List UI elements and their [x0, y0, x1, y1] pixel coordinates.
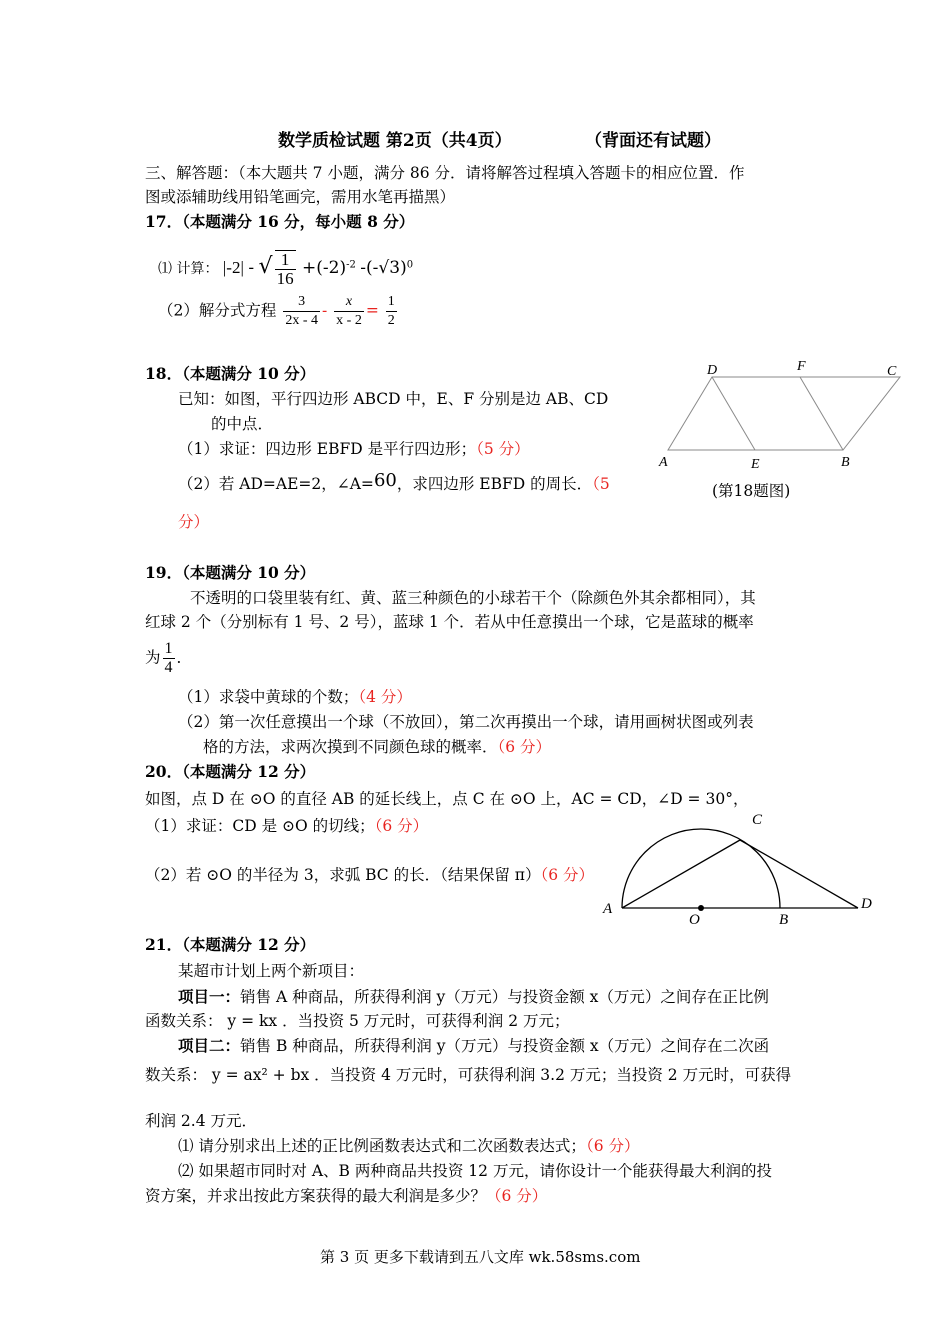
q19-line1: 不透明的口袋里装有红、黄、蓝三种颜色的小球若干个（除颜色外其余都相同），其: [190, 589, 756, 607]
q17-fraction3: $\frac{1}{2}$: [387, 294, 395, 328]
parallelogram-abcd: [668, 377, 900, 450]
q17-heading: 17．（本题满分 16 分，每小题 8 分）: [145, 212, 415, 231]
segment-cd: [740, 840, 858, 908]
label-c: C: [752, 812, 763, 828]
q21-project1: 项目一：销售 A 种商品，所获得利润 y（万元）与投资金额 x（万元）之间存在正比例: [178, 987, 769, 1006]
q17-part1-label: ⑴ 计算：: [158, 261, 219, 277]
section-intro-line1: 三、解答题：（本大题共 7 小题，满分 86 分．请将解答过程填入答题卡的相应位置．作: [145, 164, 745, 182]
q20-line1: 如图，点 D 在 ⊙O 的直径 AB 的延长线上，点 C 在 ⊙O 上，AC = CD，∠D = 30°，: [145, 790, 749, 808]
q17-part2: （2）解分式方程 $\frac{3}{2x - 4}$ - $\frac{x}{x - 2}$ = $\frac{1}{2}$: [158, 294, 395, 328]
q18-line2: 的中点．: [211, 415, 274, 433]
center-point-o: [698, 905, 704, 911]
segment-de: [712, 377, 755, 450]
page-note: （背面还有试题）: [585, 131, 721, 151]
q17-fraction1: $\frac{3}{2x - 4}$: [285, 294, 318, 328]
q21-project2-cont: 数关系： y = ax² + bx ．当投资 4 万元时，可获得利润 3.2 万元；当投资 2 万元时，可获得: [145, 1066, 792, 1084]
q19-part2: （2）第一次任意摸出一个球（不放回），第二次再摸出一个球，请用画树状图或列表: [178, 713, 754, 731]
q18-part1-score: （5 分）: [476, 440, 530, 458]
semicircle-arc: [622, 829, 780, 908]
q21-sub2-cont: 资方案，并求出按此方案获得的最大利润是多少？（6 分）: [145, 1187, 548, 1205]
q17-part2-label: （2）解分式方程: [158, 301, 277, 320]
q19-line3: 为 $\frac{1}{4}$ ．: [145, 640, 193, 676]
q21-project1-label: 项目一：: [178, 987, 241, 1006]
q20-part2-score: （6 分）: [540, 866, 595, 884]
q18-part2: （2）若 AD=AE=2，∠A=60，求四边形 EBFD 的周长．（5: [178, 470, 610, 493]
page-title: 数学质检试题 第2页（共4页）: [278, 131, 512, 151]
q17-fraction2: $\frac{x}{x - 2}$: [336, 294, 362, 328]
q18-part2-score: （5: [592, 475, 610, 493]
label-o: O: [689, 912, 700, 928]
q19-part2-score: （6 分）: [497, 738, 552, 756]
q20-figure-circle: [595, 800, 885, 930]
q21-sub1-score: （6 分）: [585, 1137, 640, 1155]
q19-probability-fraction: $\frac{1}{4}$: [164, 640, 173, 676]
label-d: D: [861, 896, 872, 912]
label-a: A: [659, 455, 668, 470]
label-d: D: [707, 363, 718, 378]
segment-ac: [622, 840, 740, 908]
q18-heading: 18．（本题满分 10 分）: [145, 364, 316, 383]
label-a: A: [603, 901, 613, 917]
page-footer: 第 3 页 更多下载请到五八文库 wk.58sms.com: [320, 1248, 641, 1266]
q17-sqrt-fraction: $\frac{1}{16}$: [276, 250, 294, 288]
q18-part1: （1）求证：四边形 EBFD 是平行四边形；（5 分）: [178, 440, 530, 458]
label-e: E: [751, 457, 760, 472]
q18-figure-caption: (第18题图): [712, 482, 791, 500]
q20-part1: （1）求证：CD 是 ⊙O 的切线；（6 分）: [145, 817, 429, 835]
q19-part1-score: （4 分）: [358, 688, 412, 706]
q21-sub2: ⑵ 如果超市同时对 A、B 两种商品共投资 12 万元，请你设计一个能获得最大利润的投: [178, 1162, 772, 1180]
q17-part1: ⑴ 计算： |-2| - √ $\frac{1}{16}$ $+(-2)^{-2}$ $-(-√3)^0$: [158, 250, 414, 288]
segment-fb: [800, 377, 843, 450]
q18-line1: 已知：如图，平行四边形 ABCD 中，E、F 分别是边 AB、CD: [178, 390, 609, 408]
q17-abs: |-2|: [222, 258, 244, 277]
q19-line2: 红球 2 个（分别标有 1 号、2 号），蓝球 1 个．若从中任意摸出一个球，它是蓝球的概率: [145, 613, 754, 631]
q21-sub1: ⑴ 请分别求出上述的正比例函数表达式和二次函数表达式；（6 分）: [178, 1137, 640, 1155]
q21-project2: 项目二：销售 B 种商品，所获得利润 y（万元）与投资金额 x（万元）之间存在二次函: [178, 1036, 770, 1055]
q20-part2: （2）若 ⊙O 的半径为 3，求弧 BC 的长．（结果保留 π）（6 分）: [145, 866, 595, 884]
q21-project2-label: 项目二：: [178, 1036, 241, 1055]
q18-figure-parallelogram: [655, 355, 910, 475]
label-b: B: [841, 455, 850, 470]
q17-minus: -: [248, 258, 255, 278]
q18-angle-value: 60: [373, 470, 397, 491]
q19-part2-cont: 格的方法，求两次摸到不同颜色球的概率．（6 分）: [203, 738, 552, 756]
q21-project1-cont: 函数关系： y = kx ．当投资 5 万元时，可获得利润 2 万元；: [145, 1012, 570, 1030]
q17-term2: +(-2): [302, 258, 347, 278]
section-intro-line2: 图或添辅助线用铅笔画完，需用水笔再描黑）: [145, 188, 456, 206]
q21-project2-cont2: 利润 2.4 万元．: [145, 1112, 258, 1130]
q21-heading: 21．（本题满分 12 分）: [145, 935, 316, 954]
q21-sub2-score: （6 分）: [486, 1187, 548, 1205]
label-c: C: [887, 364, 897, 379]
label-b: B: [779, 912, 789, 928]
label-f: F: [797, 359, 806, 374]
q19-heading: 19．（本题满分 10 分）: [145, 563, 316, 582]
q20-part1-score: （6 分）: [374, 817, 429, 835]
q17-term3: -(-: [360, 258, 379, 278]
q19-part1: （1）求袋中黄球的个数；（4 分）: [178, 688, 412, 706]
q21-intro: 某超市计划上两个新项目：: [178, 962, 365, 980]
q20-heading: 20．（本题满分 12 分）: [145, 762, 316, 781]
q18-part2-score-cont: 分）: [178, 513, 210, 531]
